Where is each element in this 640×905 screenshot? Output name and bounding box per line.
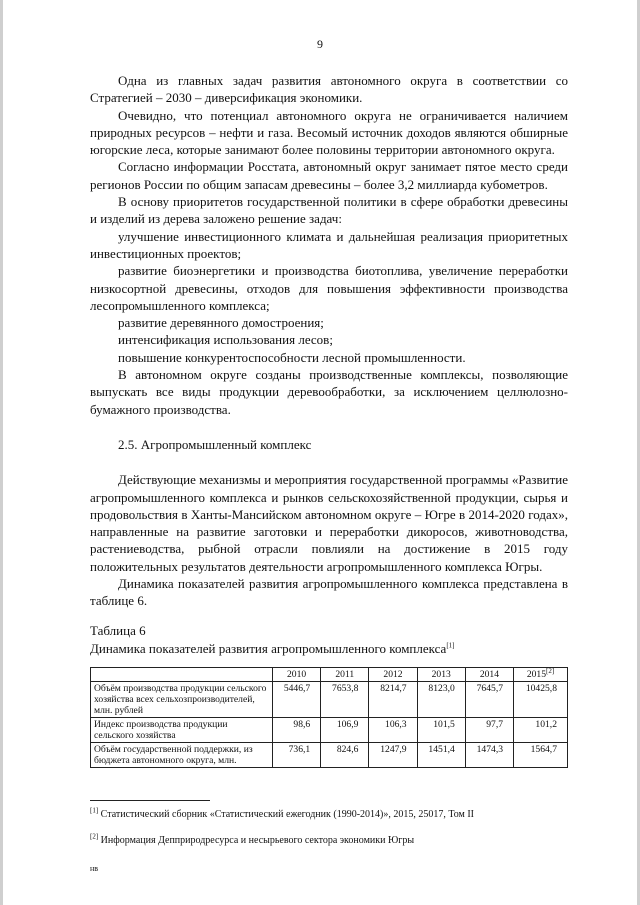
table-cell: 98,6 <box>273 718 321 743</box>
table-header-row <box>91 668 568 682</box>
document-body <box>90 72 568 768</box>
list-item: развитие деревянного домостроения; <box>118 315 324 331</box>
paragraph: Очевидно, что потенциал автономного округа не ограничивается наличием природных ресурсов – нефти и газа. Весомый источник доходов являются обширные югорские леса, которые занимают более половины территории автономного округа. <box>90 107 568 158</box>
table-header-cell: 2014 <box>465 668 513 682</box>
table-cell: 7653,8 <box>321 682 369 718</box>
page-number: 9 <box>317 37 323 51</box>
table-cell: Объём государственной поддержки, из бюджета автономного округа, млн. <box>91 743 273 768</box>
table-row <box>91 718 568 743</box>
table-header-cell: 2011 <box>321 668 369 682</box>
table-cell: Объём производства продукции сельского хозяйства всех сельхозпроизводителей, млн. рублей <box>91 682 273 718</box>
footnote-ref: [1] <box>446 641 455 650</box>
table-cell: 106,3 <box>369 718 417 743</box>
table-header-cell: 2015[2] <box>514 668 568 682</box>
table-cell: 1451,4 <box>417 743 465 768</box>
data-table <box>90 667 568 768</box>
paragraph: Динамика показателей развития агропромышленного комплекса представлена в таблице 6. <box>90 576 568 609</box>
footnote-ref: [2] <box>90 832 99 841</box>
footnote-2: [2] Информация Депприродресурса и несырьевого сектора экономики Югры <box>90 832 415 846</box>
table-cell: 8214,7 <box>369 682 417 718</box>
footer-mark: нв <box>90 864 99 873</box>
table-row <box>91 682 568 718</box>
section-heading: 2.5. Агропромышленный комплекс <box>118 436 312 452</box>
table-title: Динамика показателей развития агропромышленного комплекса[1] <box>90 640 455 656</box>
table-cell: 8123,0 <box>417 682 465 718</box>
table-header-cell: 2012 <box>369 668 417 682</box>
paragraph: Действующие механизмы и мероприятия государственной программы «Развитие агропромышленного комплекса и рынков сельскохозяйственной продукции, сырья и продовольствия в Ханты-Мансийском автономном округе – Югре в 2014-2020 годах», направленные на развитие заготовки и переработки дикоросов, животноводства, растениеводства, рыбной отрасли повлияли на достижение в 2015 году положительных результатов деятельности агропромышленного комплекса Югры. <box>90 472 568 574</box>
table-cell: 101,5 <box>417 718 465 743</box>
table-cell: 5446,7 <box>273 682 321 718</box>
table-cell: 7645,7 <box>465 682 513 718</box>
paragraph: В автономном округе созданы производственные комплексы, позволяющие выпускать все виды продукции деревообработки, за исключением целлюлозно-бумажного производства. <box>90 367 568 417</box>
table-cell: 824,6 <box>321 743 369 768</box>
list-item: повышение конкурентоспособности лесной промышленности. <box>118 349 466 365</box>
table-cell: 10425,8 <box>514 682 568 718</box>
table-cell: 1247,9 <box>369 743 417 768</box>
table-cell: 736,1 <box>273 743 321 768</box>
footnote-ref: [2] <box>546 667 555 676</box>
footnote-ref: [1] <box>90 806 99 815</box>
list-item: развитие биоэнергетики и производства биотоплива, увеличение переработки низкосортной древесины, отходов для повышения эффективности производства лесопромышленного комплекса; <box>90 263 568 313</box>
table-cell: 101,2 <box>514 718 568 743</box>
table-row <box>91 743 568 768</box>
table-label: Таблица 6 <box>90 622 146 638</box>
table-cell: 1564,7 <box>514 743 568 768</box>
scan-edge-left <box>0 0 3 905</box>
table-header-cell <box>91 668 273 682</box>
table-cell: 106,9 <box>321 718 369 743</box>
list-item: улучшение инвестиционного климата и дальнейшая реализация приоритетных инвестиционных проектов; <box>90 228 568 261</box>
table-cell: 97,7 <box>465 718 513 743</box>
paragraph: Одна из главных задач развития автономного округа в соответствии со Стратегией – 2030 – диверсификация экономики. <box>90 73 568 106</box>
footnote-1: [1] Статистический сборник «Статистический ежегодник (1990-2014)», 2015, 25017, Том II <box>90 806 475 820</box>
list-item: интенсификация использования лесов; <box>118 332 333 348</box>
footnote-divider <box>90 800 210 801</box>
paragraph: В основу приоритетов государственной политики в сфере обработки древесины и изделий из дерева заложено решение задач: <box>90 194 568 227</box>
table-cell: Индекс производства продукции сельского хозяйства <box>91 718 273 743</box>
table-header-cell: 2010 <box>273 668 321 682</box>
paragraph: Согласно информации Росстата, автономный округ занимает пятое место среди регионов России по общим запасам древесины – более 3,2 миллиарда кубометров. <box>90 159 568 192</box>
table-header-cell: 2013 <box>417 668 465 682</box>
table-cell: 1474,3 <box>465 743 513 768</box>
